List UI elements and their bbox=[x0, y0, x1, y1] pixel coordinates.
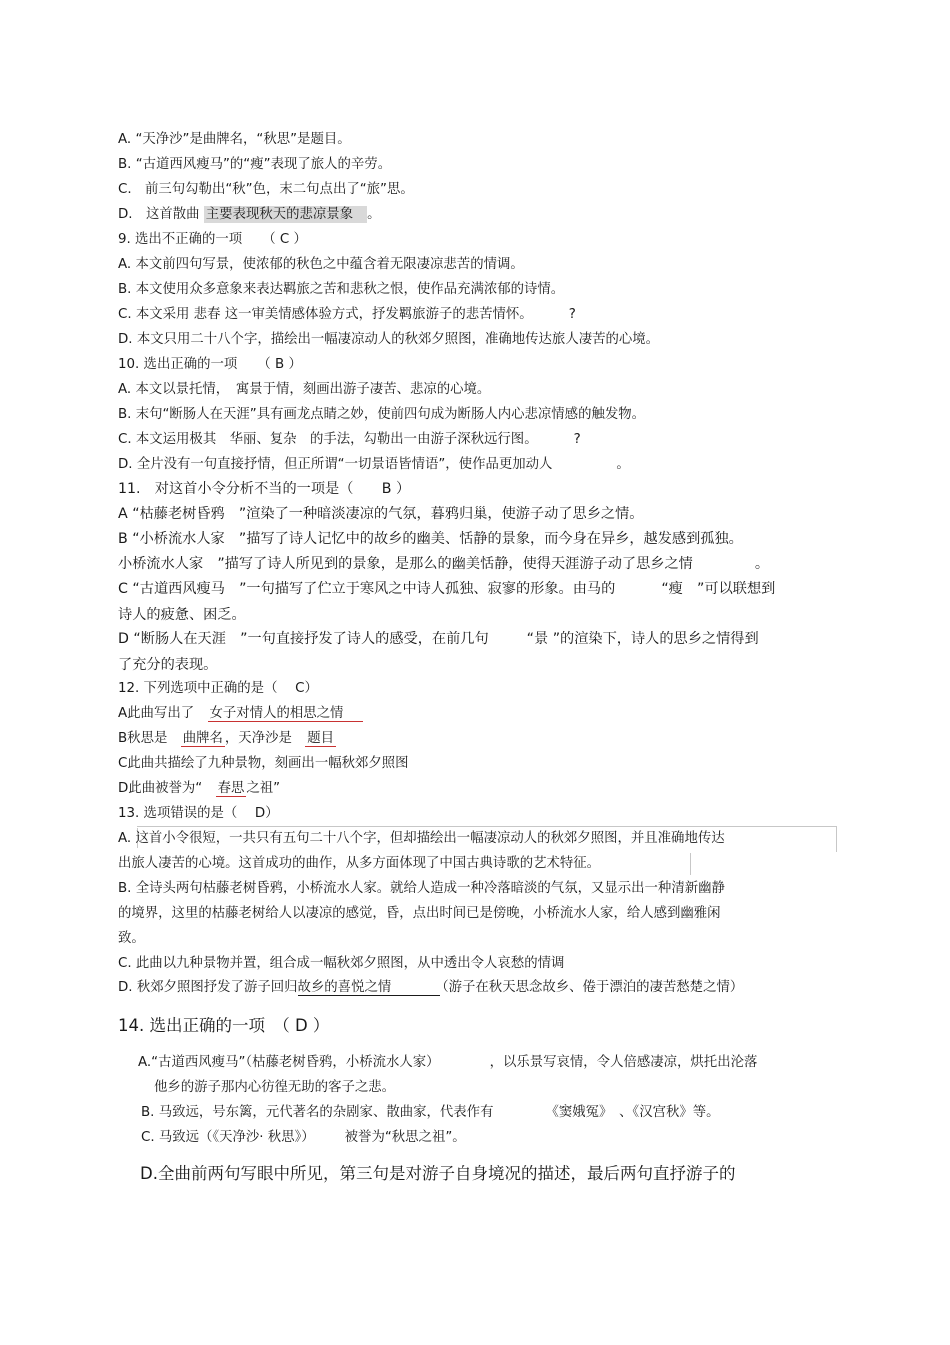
option-d-q11-cont bbox=[118, 655, 217, 675]
text: 。 bbox=[367, 207, 381, 222]
text: A.“古道西风瘦马”（枯藤老树昏鸦，小桥流水人家） bbox=[138, 1055, 440, 1070]
text: ? bbox=[573, 432, 581, 447]
text: C “古道西风瘦马 ”一句描写了伫立于寒风之中诗人孤独、寂寥的形象。由马的 bbox=[118, 581, 616, 597]
text: ，天净沙是 bbox=[224, 731, 292, 746]
option-c-q8 bbox=[118, 181, 414, 199]
text: B. “古道西风瘦马”的“瘦”表现了旅人的辛劳。 bbox=[118, 157, 392, 172]
option-b-q13-cont2 bbox=[118, 930, 145, 948]
text: B. 本文使用众多意象来表达羁旅之苦和悲秋之恨，使作品充满浓郁的诗情。 bbox=[118, 282, 565, 297]
text: B “小桥流水人家 ”描写了诗人记忆中的故乡的幽美、恬静的景象，而今身在异乡，越发感到孤独。 bbox=[118, 531, 743, 547]
option-b-q11 bbox=[118, 529, 743, 549]
text: “景 ”的渲染下，诗人的思乡之情得到 bbox=[526, 631, 759, 647]
option-a-q13 bbox=[118, 830, 725, 848]
text: 被誉为“秋思之祖”。 bbox=[344, 1130, 466, 1145]
text: 了充分的表现。 bbox=[118, 657, 218, 673]
option-a-q11 bbox=[118, 504, 643, 524]
option-b-q9 bbox=[118, 281, 564, 299]
option-a-q12 bbox=[118, 705, 363, 723]
text: B. 马致远，号东篱，元代著名的杂剧家、散曲家，代表作有 bbox=[141, 1105, 494, 1120]
option-d-q9 bbox=[118, 331, 659, 349]
text: ，以乐景写哀情，令人倍感凄凉，烘托出沦落 bbox=[489, 1055, 758, 1070]
text: C. 此曲以九种景物并置，组合成一幅秋郊夕照图，从中透出令人哀愁的情调 bbox=[118, 956, 565, 971]
text: 12. 下列选项中正确的是（ C） bbox=[118, 681, 318, 696]
highlighted-text: 主要表现秋天的悲凉景象 bbox=[204, 206, 367, 223]
text: B秋思是 bbox=[118, 731, 168, 746]
option-b-q11-cont bbox=[118, 554, 769, 574]
text: A. “天净沙”是曲牌名，“秋思”是题目。 bbox=[118, 132, 351, 147]
text: D. 本文只用二十八个字，描绘出一幅凄凉动人的秋郊夕照图，准确地传达旅人凄苦的心境。 bbox=[118, 332, 660, 347]
text: C. 本文运用极其 华丽、复杂 的手法，勾勒出一由游子深秋远行图。 bbox=[118, 432, 538, 447]
text: 诗人的疲惫、困乏。 bbox=[118, 607, 246, 623]
option-d-q14 bbox=[140, 1163, 735, 1185]
text: 9. 选出不正确的一项 （ C ） bbox=[118, 232, 307, 247]
text: D “断肠人在天涯 ”一句直接抒发了诗人的感受，在前几句 bbox=[118, 631, 489, 647]
option-a-q13-cont bbox=[118, 855, 600, 873]
text: D.全曲前两句写眼中所见，第三句是对游子自身境况的描述，最后两句直抒游子的 bbox=[140, 1164, 736, 1183]
option-c-q11 bbox=[118, 579, 775, 599]
option-a-q8 bbox=[118, 131, 351, 149]
text: 10. 选出正确的一项 （ B ） bbox=[118, 357, 302, 372]
text: 的境界，这里的枯藤老树给人以凄凉的感觉，昏，点出时间已是傍晚，小桥流水人家，给人感到幽雅闲 bbox=[118, 906, 721, 921]
text: D. 秋郊夕照图抒发了游子回归故乡的喜悦之情 bbox=[118, 980, 392, 995]
option-b-q13 bbox=[118, 880, 725, 898]
question-12 bbox=[118, 680, 318, 698]
question-10 bbox=[118, 356, 302, 374]
option-c-q10 bbox=[118, 431, 581, 449]
option-d-q12 bbox=[118, 780, 280, 798]
text: A. 这首小令很短，一共只有五句二十八个字，但却描绘出一幅凄凉动人的秋郊夕照图，并且准确地传达 bbox=[118, 831, 725, 846]
text: C. 马致远（《天净沙· 秋思》） bbox=[141, 1130, 315, 1145]
text: C此曲共描绘了九种景物，刻画出一幅秋郊夕照图 bbox=[118, 756, 409, 771]
option-c-q11-cont bbox=[118, 605, 246, 625]
option-b-q14 bbox=[141, 1104, 720, 1122]
option-b-q12 bbox=[118, 730, 336, 748]
option-b-q13-cont bbox=[118, 905, 721, 923]
text: C. 前三句勾勒出“秋”色，末二句点出了“旅”思。 bbox=[118, 182, 414, 197]
underlined-text: 曲牌名 bbox=[182, 731, 223, 746]
option-c-q14 bbox=[141, 1129, 466, 1147]
text: （游子在秋天思念故乡、倦于漂泊的凄苦愁楚之情） bbox=[435, 980, 744, 995]
text: D此曲被誉为“ bbox=[118, 781, 216, 796]
option-b-q10 bbox=[118, 406, 645, 424]
option-a-q14 bbox=[138, 1054, 757, 1072]
text: 《窦娥冤》 、《汉宫秋》等。 bbox=[545, 1105, 720, 1120]
option-a-q14-cont bbox=[154, 1079, 395, 1097]
text: ? bbox=[568, 307, 576, 322]
text: 致。 bbox=[118, 931, 145, 946]
option-c-q13 bbox=[118, 955, 564, 973]
text: A. 本文以景托情， 寓景于情，刻画出游子凄苦、悲凉的心境。 bbox=[118, 382, 491, 397]
text: A “枯藤老树昏鸦 ”渲染了一种暗淡凄凉的气氛，暮鸦归巢，使游子动了思乡之情。 bbox=[118, 506, 644, 522]
text: 13. 选项错误的是（ D） bbox=[118, 806, 279, 821]
option-a-q9 bbox=[118, 256, 524, 274]
text: “瘦 ”可以联想到 bbox=[661, 581, 776, 597]
text: A. 本文前四句写景，使浓郁的秋色之中蕴含着无限凄凉悲苦的情调。 bbox=[118, 257, 524, 272]
underlined-text: 女子对情人的相思之情 bbox=[208, 706, 364, 722]
option-c-q9 bbox=[118, 306, 576, 324]
text: 他乡的游子那内心彷徨无助的客子之悲。 bbox=[154, 1080, 396, 1095]
text: B. 全诗头两句枯藤老树昏鸦，小桥流水人家。就给人造成一种冷落暗淡的气氛，又显示出一种清新幽静 bbox=[118, 881, 725, 896]
underline-mark bbox=[298, 995, 440, 996]
option-b-q8 bbox=[118, 156, 391, 174]
question-9 bbox=[118, 231, 307, 249]
annotation-box-border bbox=[690, 853, 691, 875]
option-c-q12 bbox=[118, 755, 409, 773]
question-11 bbox=[118, 479, 410, 499]
text: C. 本文采用 悲春 这一审美情感体验方式，抒发羁旅游子的悲苦情怀。 bbox=[118, 307, 533, 322]
option-d-q11 bbox=[118, 629, 759, 649]
underlined-text: 春思 bbox=[217, 781, 245, 796]
question-14 bbox=[118, 1015, 329, 1037]
underlined-text: 题目 bbox=[307, 731, 335, 746]
option-d-q10 bbox=[118, 456, 630, 474]
text: 14. 选出正确的一项 （ D ） bbox=[118, 1016, 330, 1035]
text: D. 这首散曲 bbox=[118, 207, 200, 222]
text: 之祖” bbox=[246, 781, 281, 796]
text: A此曲写出了 bbox=[118, 706, 195, 721]
text: 。 bbox=[616, 457, 630, 472]
text: B. 末句“断肠人在天涯”具有画龙点睛之妙，使前四句成为断肠人内心悲凉情感的触发物。 bbox=[118, 407, 646, 422]
text: 11. 对这首小令分析不当的一项是（ B ） bbox=[118, 481, 411, 497]
question-13 bbox=[118, 805, 279, 823]
text: 小桥流水人家 ”描写了诗人所见到的景象，是那么的幽美恬静，使得天涯游子动了思乡之情 bbox=[118, 556, 693, 572]
text: D. 全片没有一句直接抒情，但正所谓“一切景语皆情语”，使作品更加动人 bbox=[118, 457, 553, 472]
text: 。 bbox=[754, 556, 770, 572]
option-a-q10 bbox=[118, 381, 490, 399]
option-d-q8 bbox=[118, 206, 380, 224]
text: 出旅人凄苦的心境。这首成功的曲作，从多方面体现了中国古典诗歌的艺术特征。 bbox=[118, 856, 601, 871]
